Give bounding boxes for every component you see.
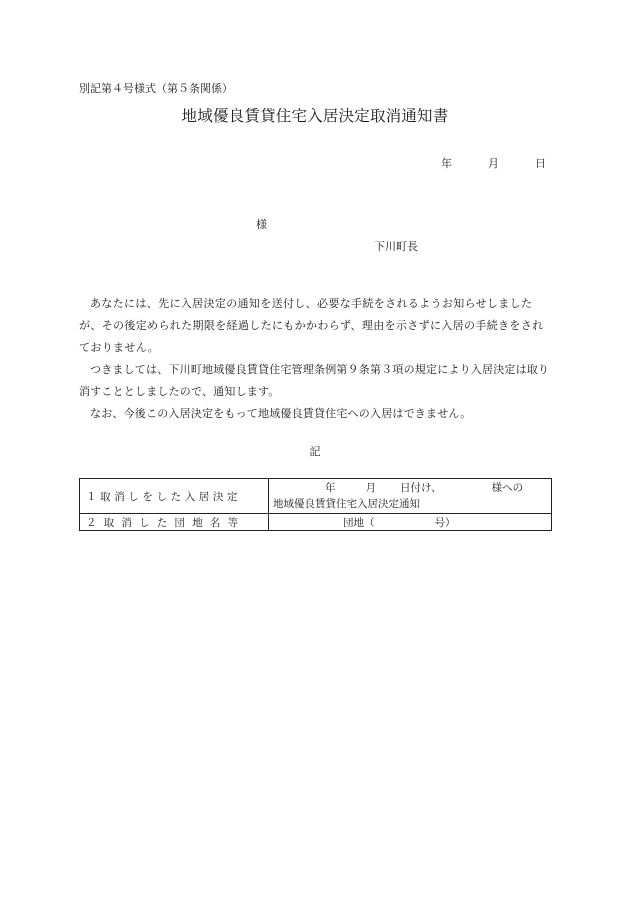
addressee-suffix: 様 [256, 218, 267, 231]
sender-name: 下川町長 [374, 240, 418, 253]
row1-value [269, 479, 552, 514]
details-table [79, 478, 552, 531]
form-label: 別記第４号様式（第５条関係） [79, 82, 233, 95]
row1-year: 年 [325, 482, 336, 494]
table-row [80, 514, 552, 531]
row1-dated: 日付け、 [400, 482, 442, 494]
body-paragraph-1: あなたには、先に入居決定の通知を送付し、必要な手続をされるようお知らせしましたが、その後定められた期限を経過したにもかかわらず、理由を示さずに入居の手続きをされておりません。 [79, 297, 544, 354]
row1-sama: 様への [491, 482, 524, 494]
document-title: 地域優良賃貸住宅入居決定取消通知書 [181, 107, 449, 125]
row1-label: １取消しをした入居決定 [80, 479, 269, 514]
row2-go: 号） [434, 516, 456, 529]
date-month: 月 [488, 157, 499, 170]
row1-month: 月 [365, 482, 376, 494]
body-paragraph-2: つきましては、下川町地域優良賃貸住宅管理条例第９条第３項の規定により入居決定は取り消すこととしましたので、通知します。 [79, 363, 550, 398]
ki-heading: 記 [309, 445, 321, 458]
date-year: 年 [441, 157, 452, 170]
row2-label: ２取消した団地名等 [80, 514, 269, 531]
date-day: 日 [535, 157, 546, 170]
table-row [80, 479, 552, 514]
body-paragraph-3: なお、今後この入居決定をもって地域優良賃貸住宅への入居はできません。 [90, 407, 472, 420]
row2-danchi: 団地（ [343, 516, 375, 529]
notice-body [79, 293, 553, 425]
row2-value [269, 514, 552, 531]
row1-line2: 地域優良賃貸住宅入居決定通知 [273, 498, 420, 510]
